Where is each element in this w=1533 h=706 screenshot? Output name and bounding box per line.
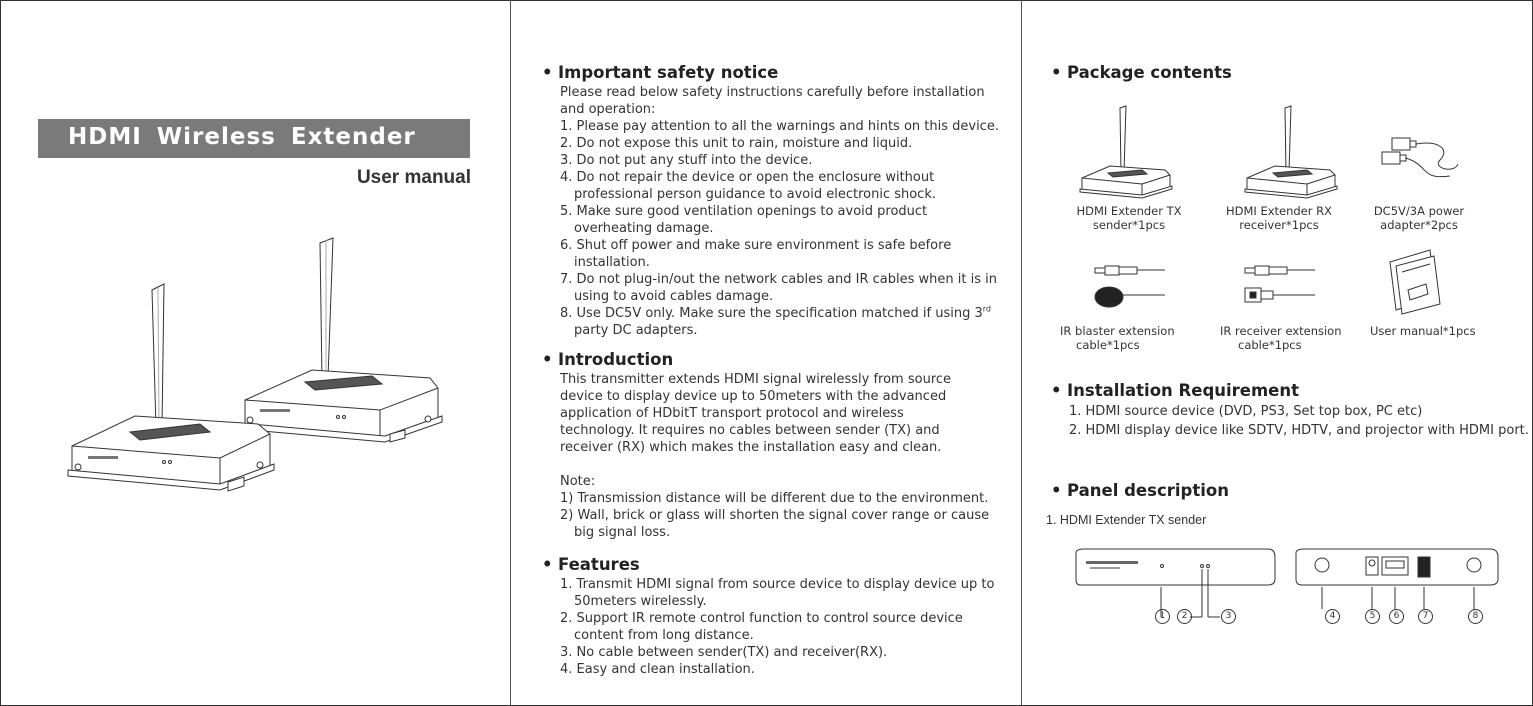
- middle-column: [542, 62, 1002, 678]
- list-item: 1. Transmit HDMI signal from source device to display device up to 50meters wirelessly.: [560, 577, 995, 609]
- features-list: [542, 576, 1002, 678]
- superscript: rd: [982, 304, 991, 314]
- safety-item-8-cont: party DC adapters.: [574, 323, 698, 338]
- panel-divider-right: [1021, 0, 1022, 706]
- panel-heading-text: Panel description: [1067, 481, 1229, 500]
- panel-subheading: 1. HDMI Extender TX sender: [1046, 513, 1207, 527]
- package-caption-tx: [1070, 204, 1188, 232]
- safety-heading: [542, 62, 1002, 84]
- bullet-dot-icon: •: [542, 63, 553, 82]
- ir-eye-icon: [1095, 287, 1165, 307]
- safety-list: [542, 118, 1002, 339]
- list-item: 3. Do not put any stuff into the device.: [560, 153, 813, 168]
- tx-rear-panel: [1296, 549, 1498, 609]
- list-item: [560, 305, 1002, 339]
- hdmi-extender-device-icon: [1245, 106, 1337, 198]
- introduction-heading: [542, 349, 1002, 371]
- booklet-icon: [1390, 250, 1440, 314]
- list-item: 4. Easy and clean installation.: [560, 662, 755, 677]
- bullet-dot-icon: •: [1051, 381, 1062, 400]
- package-caption-manual: [1370, 324, 1480, 338]
- hdmi-extender-device-icon: [1080, 106, 1172, 198]
- caption-line: IR receiver extension: [1220, 324, 1342, 338]
- callout-7: 7: [1418, 609, 1433, 624]
- note-list: [542, 490, 1002, 541]
- list-item: 2. Do not expose this unit to rain, moisture and liquid.: [560, 136, 913, 151]
- list-item: 6. Shut off power and make sure environment is safe before installation.: [560, 238, 952, 270]
- installation-section: [1051, 380, 1529, 440]
- receiver-device-illustration: [240, 238, 442, 442]
- caption-line: User manual*1pcs: [1370, 324, 1476, 338]
- power-adapter-icon: [1382, 138, 1458, 177]
- list-item: 3. No cable between sender(TX) and receiver(RX).: [560, 645, 888, 660]
- sender-device-illustration: [68, 284, 274, 491]
- ir-receiver-icon: [1245, 288, 1315, 302]
- list-item: 1. HDMI source device (DVD, PS3, Set top box, PC etc): [1069, 404, 1423, 419]
- bullet-dot-icon: •: [542, 555, 553, 574]
- installation-heading-text: Installation Requirement: [1067, 381, 1299, 400]
- caption-line: HDMI Extender TX: [1076, 204, 1182, 218]
- bullet-dot-icon: •: [542, 350, 553, 369]
- callout-3: 3: [1221, 609, 1236, 624]
- caption-line: cable*1pcs: [1238, 338, 1302, 352]
- tx-front-panel: [1076, 549, 1275, 617]
- safety-heading-text: Important safety notice: [558, 63, 779, 82]
- list-item: 4. Do not repair the device or open the enclosure without professional person guidance to avoid electronic shock.: [560, 170, 936, 202]
- callout-2: 2: [1177, 609, 1192, 624]
- panel-divider-left: [510, 0, 511, 706]
- product-illustration: [60, 228, 460, 503]
- features-heading: [542, 554, 1002, 576]
- caption-line: cable*1pcs: [1076, 338, 1140, 352]
- cover-subtitle: User manual: [356, 167, 471, 188]
- introduction-heading-text: Introduction: [558, 350, 674, 369]
- bullet-dot-icon: •: [1051, 481, 1062, 500]
- callout-6: 6: [1389, 609, 1404, 624]
- bullet-dot-icon: •: [1051, 63, 1062, 82]
- package-heading: [1051, 62, 1232, 84]
- installation-heading: [1051, 380, 1529, 402]
- cover-title-bar: [38, 119, 470, 158]
- list-item: 2. HDMI display device like SDTV, HDTV, and projector with HDMI port.: [1069, 423, 1529, 438]
- package-caption-ir-receiver: [1220, 324, 1355, 352]
- list-item: 7. Do not plug-in/out the network cables and IR cables when it is in using to avoid cables damage.: [560, 272, 997, 304]
- caption-line: DC5V/3A power: [1373, 204, 1465, 218]
- package-caption-adapter: [1360, 204, 1478, 232]
- panel-heading: [1051, 480, 1229, 502]
- list-item: 2) Wall, brick or glass will shorten the signal cover range or cause big signal loss.: [560, 508, 990, 540]
- callout-8: 8: [1468, 609, 1483, 624]
- safety-item-8-text: 8. Use DC5V only. Make sure the specification matched if using 3: [560, 306, 983, 321]
- cover-title: HDMI Wireless Extender: [68, 124, 416, 150]
- callout-5: 5: [1365, 609, 1380, 624]
- note-label: Note:: [560, 474, 596, 489]
- caption-line: receiver*1pcs: [1239, 218, 1319, 232]
- list-item: 1) Transmission distance will be different due to the environment.: [560, 491, 989, 506]
- callout-4: 4: [1325, 609, 1340, 624]
- package-caption-rx: [1220, 204, 1338, 232]
- list-item: 1. Please pay attention to all the warnings and hints on this device.: [560, 119, 999, 134]
- list-item: 2. Support IR remote control function to control source device content from long distance.: [560, 611, 963, 643]
- audio-jack-cable-icon: [1095, 266, 1165, 275]
- package-caption-ir-blaster: [1060, 324, 1195, 352]
- features-heading-text: Features: [558, 555, 640, 574]
- callout-1: 1: [1155, 609, 1170, 624]
- package-heading-text: Package contents: [1067, 63, 1232, 82]
- caption-line: adapter*2pcs: [1380, 218, 1458, 232]
- audio-jack-cable-icon: [1245, 266, 1315, 275]
- caption-line: IR blaster extension: [1060, 324, 1175, 338]
- caption-line: sender*1pcs: [1092, 218, 1166, 232]
- list-item: 5. Make sure good ventilation openings to avoid product overheating damage.: [560, 204, 928, 236]
- introduction-body: This transmitter extends HDMI signal wirelessly from source device to display device up to 50meters with the advanced application of HDbitT transport protocol and wireless technology. It requires no cables between sender (TX) and receiver (RX) which makes the installation easy and clean.: [560, 372, 952, 455]
- panel-diagram: [1070, 545, 1510, 630]
- caption-line: HDMI Extender RX: [1225, 204, 1333, 218]
- safety-intro: Please read below safety instructions carefully before installation and operation:: [560, 85, 985, 117]
